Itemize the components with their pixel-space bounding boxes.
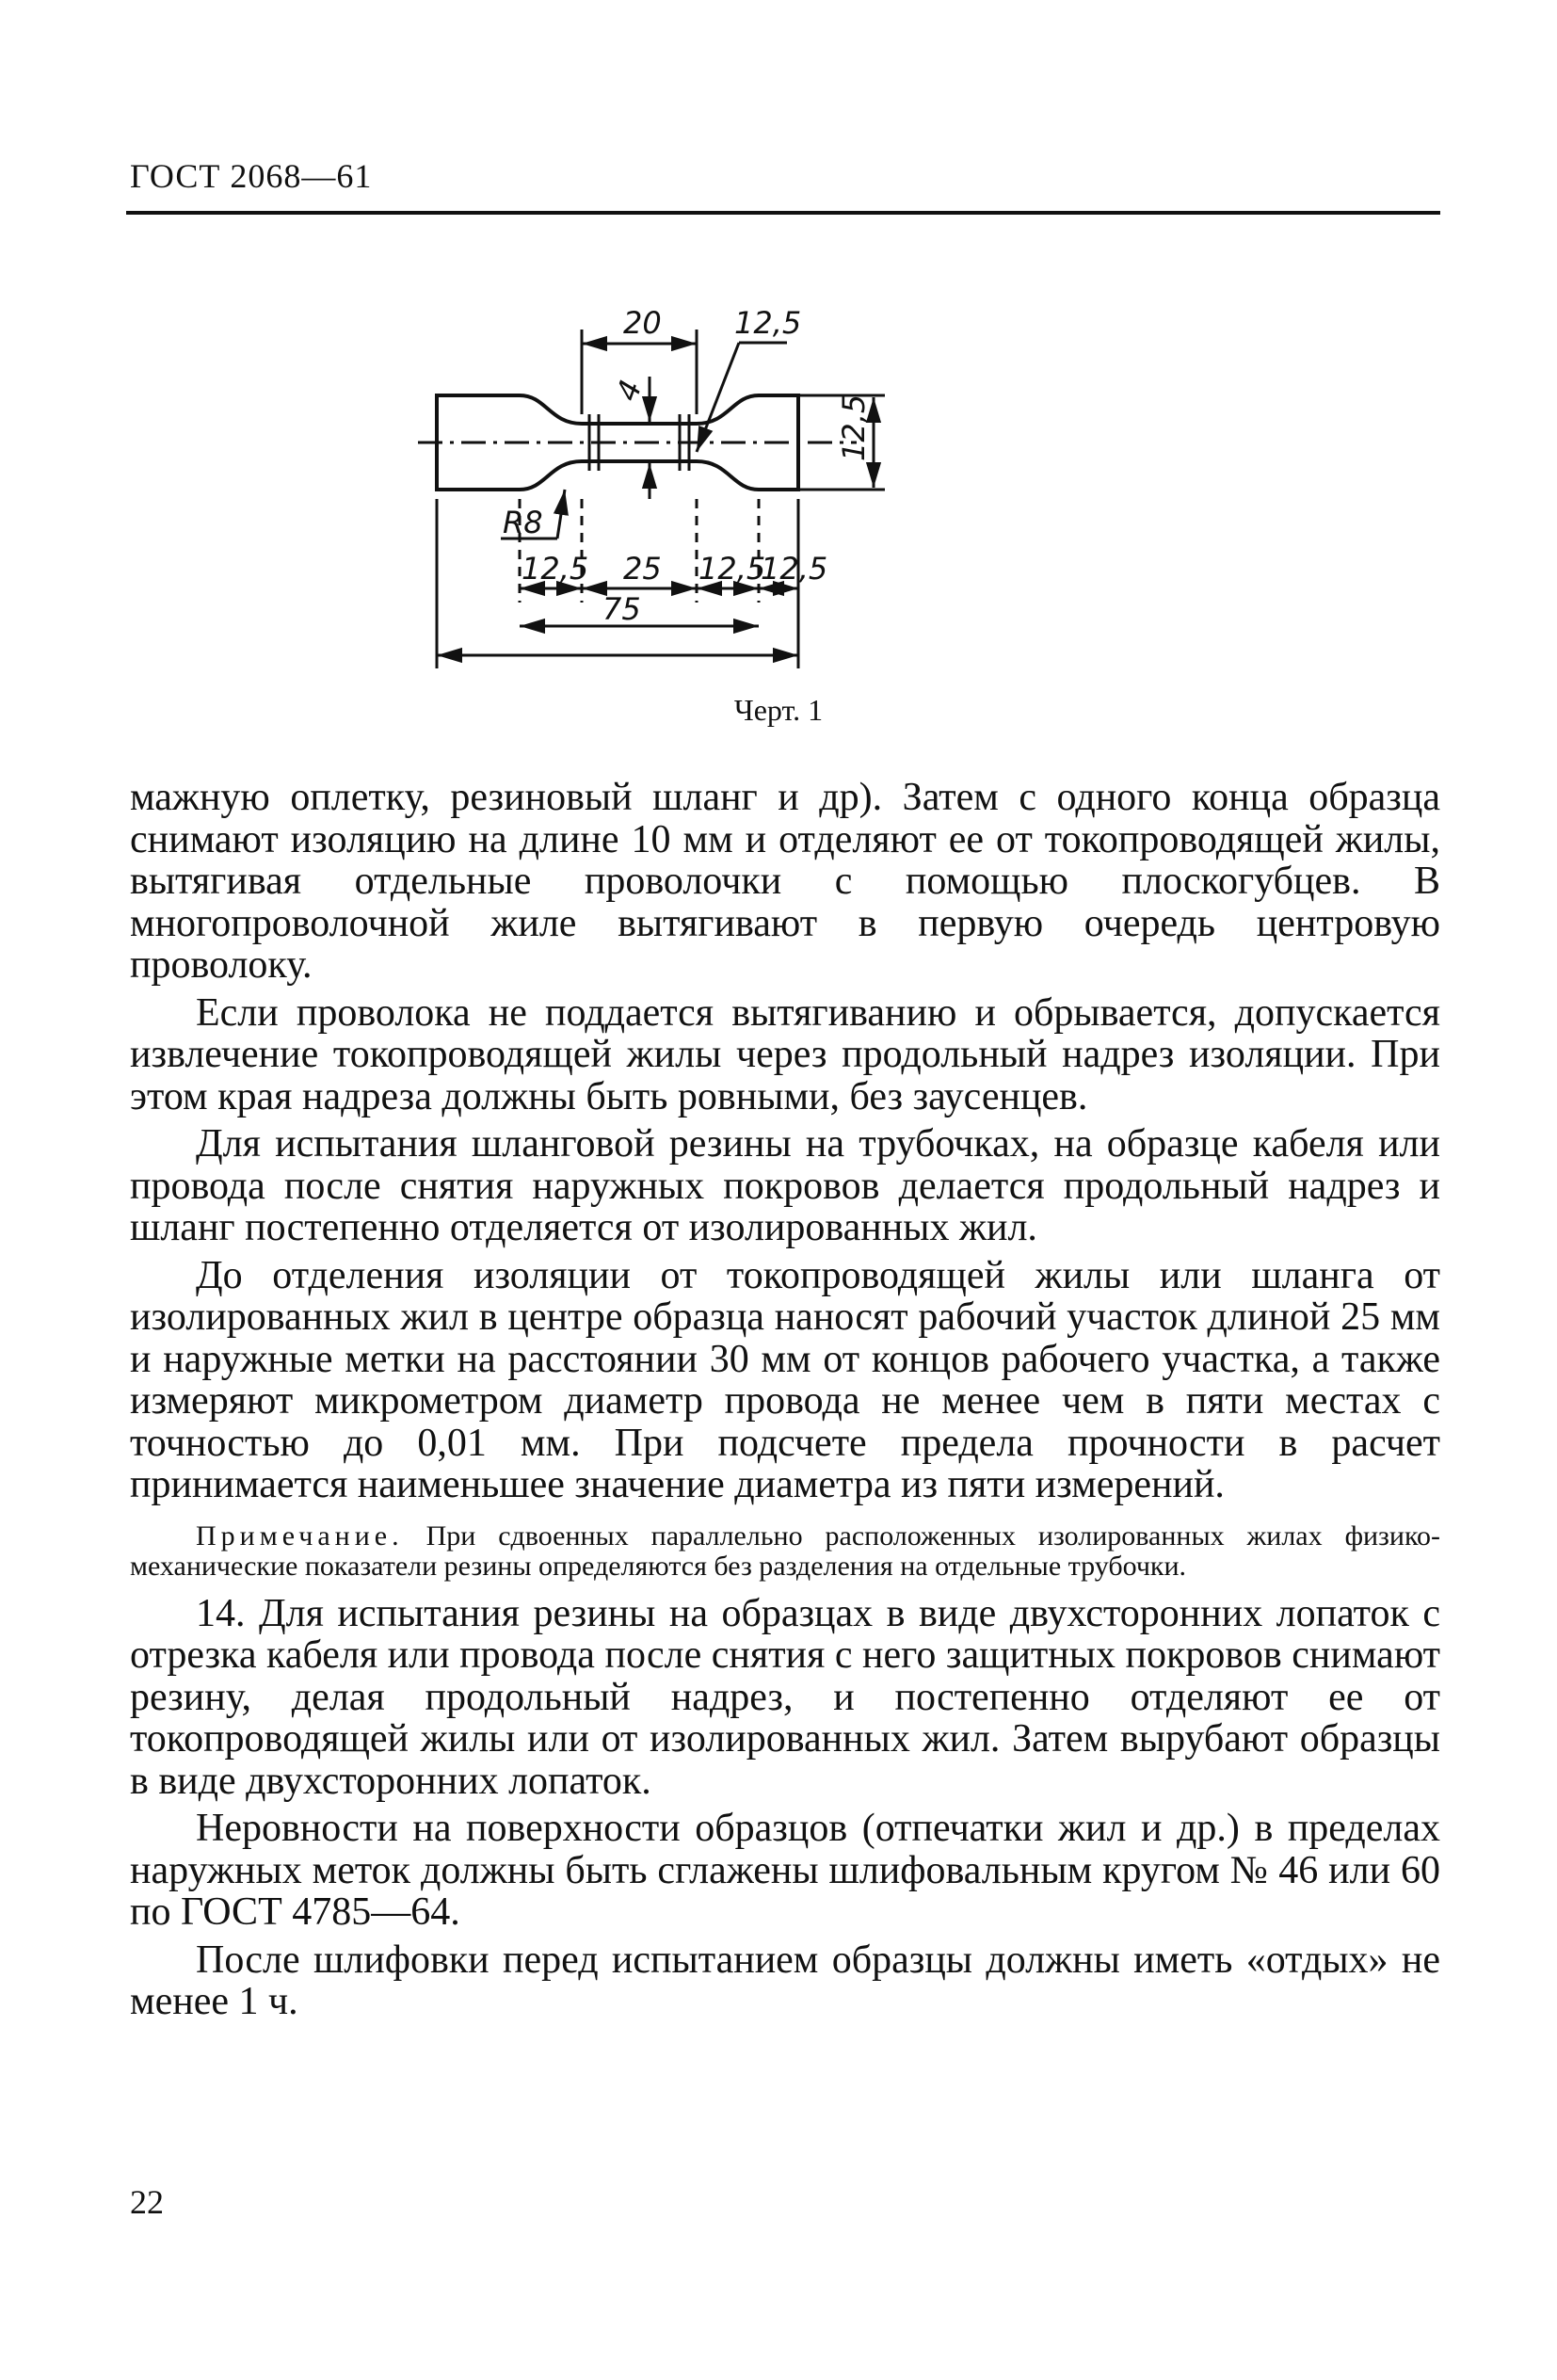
paragraph: Для испытания шланговой резины на трубочках, на образце кабеля или провода после снятия наружных покровов делается продольный надрез и шланг постепенно отделяется от изолированных жил. bbox=[130, 1122, 1440, 1249]
dim-shoulder: 12,5 bbox=[734, 305, 802, 341]
paragraph: Если проволока не поддается вытягиванию и обрывается, допускается извлечение токопроводящей жилы через продольный надрез изоляции. При этом края надреза должны быть ровными, без заусенцев. bbox=[130, 990, 1440, 1118]
body-text bbox=[130, 777, 1440, 2029]
dim-left-grip: 12,5 bbox=[522, 551, 589, 587]
note bbox=[130, 1521, 1440, 1582]
dim-end-height: 12,5 bbox=[836, 394, 872, 461]
dim-total-length: 75 bbox=[602, 591, 641, 627]
paragraph: После шлифовки перед испытанием образцы должны иметь «отдых» не менее 1 ч. bbox=[130, 1938, 1440, 2023]
dim-radius: R8 bbox=[503, 505, 543, 540]
figure-caption: Черт. 1 bbox=[733, 693, 824, 727]
paragraph-continuation: мажную оплетку, резиновый шланг и др). Затем с одного конца образца снимают изоляцию на длине 10 мм и отделяют ее от токопроводящей жилы, вытягивая отдельные проволочки с помощью плоскогубцев. В многопроволочной жиле вытягивают в первую очередь центровую проволоку. bbox=[130, 776, 1440, 987]
note-text: При сдвоенных параллельно расположенных изолированных жилах физико-механические показатели резины определяются без разделения на отдельные трубочки. bbox=[130, 1520, 1441, 1582]
page-number: 22 bbox=[130, 2183, 164, 2221]
note-label: Примечание. bbox=[196, 1520, 404, 1552]
dim-gauge-length: 25 bbox=[623, 551, 662, 587]
dumbbell-specimen-drawing bbox=[414, 301, 1167, 678]
item-14: 14. Для испытания резины на образцах в виде двухсторонних лопаток с отрезка кабеля или провода после снятия с него защитных покровов снимают резину, делая продольный надрез, и постепенно отделяют ее от токопроводящей жилы или от изолированных жил. Затем вырубают образцы в виде двухсторонних лопаток. bbox=[130, 1591, 1440, 1803]
document-header: ГОСТ 2068—61 bbox=[130, 157, 373, 195]
header-rule bbox=[126, 211, 1440, 215]
dim-right-transition: 12,5 bbox=[698, 551, 766, 587]
dim-top-width: 20 bbox=[623, 305, 662, 341]
dim-right-grip: 12,5 bbox=[761, 551, 828, 587]
paragraph: Неровности на поверхности образцов (отпечатки жил и др.) в пределах наружных меток должны быть сглажены шлифовальным кругом № 46 или 60 по ГОСТ 4785—64. bbox=[130, 1807, 1440, 1934]
dim-thickness: 4 bbox=[608, 375, 650, 406]
paragraph: До отделения изоляции от токопроводящей жилы или шланга от изолированных жил в центре образца наносят рабочий участок длиной 25 мм и наружные метки на расстоянии 30 мм от концов рабочего участка, а также измеряют микрометром диаметр провода не менее чем в пяти местах с точностью до 0,01 мм. При подсчете предела прочности в расчет принимается наименьшее значение диаметра из пяти измерений. bbox=[130, 1253, 1440, 1506]
